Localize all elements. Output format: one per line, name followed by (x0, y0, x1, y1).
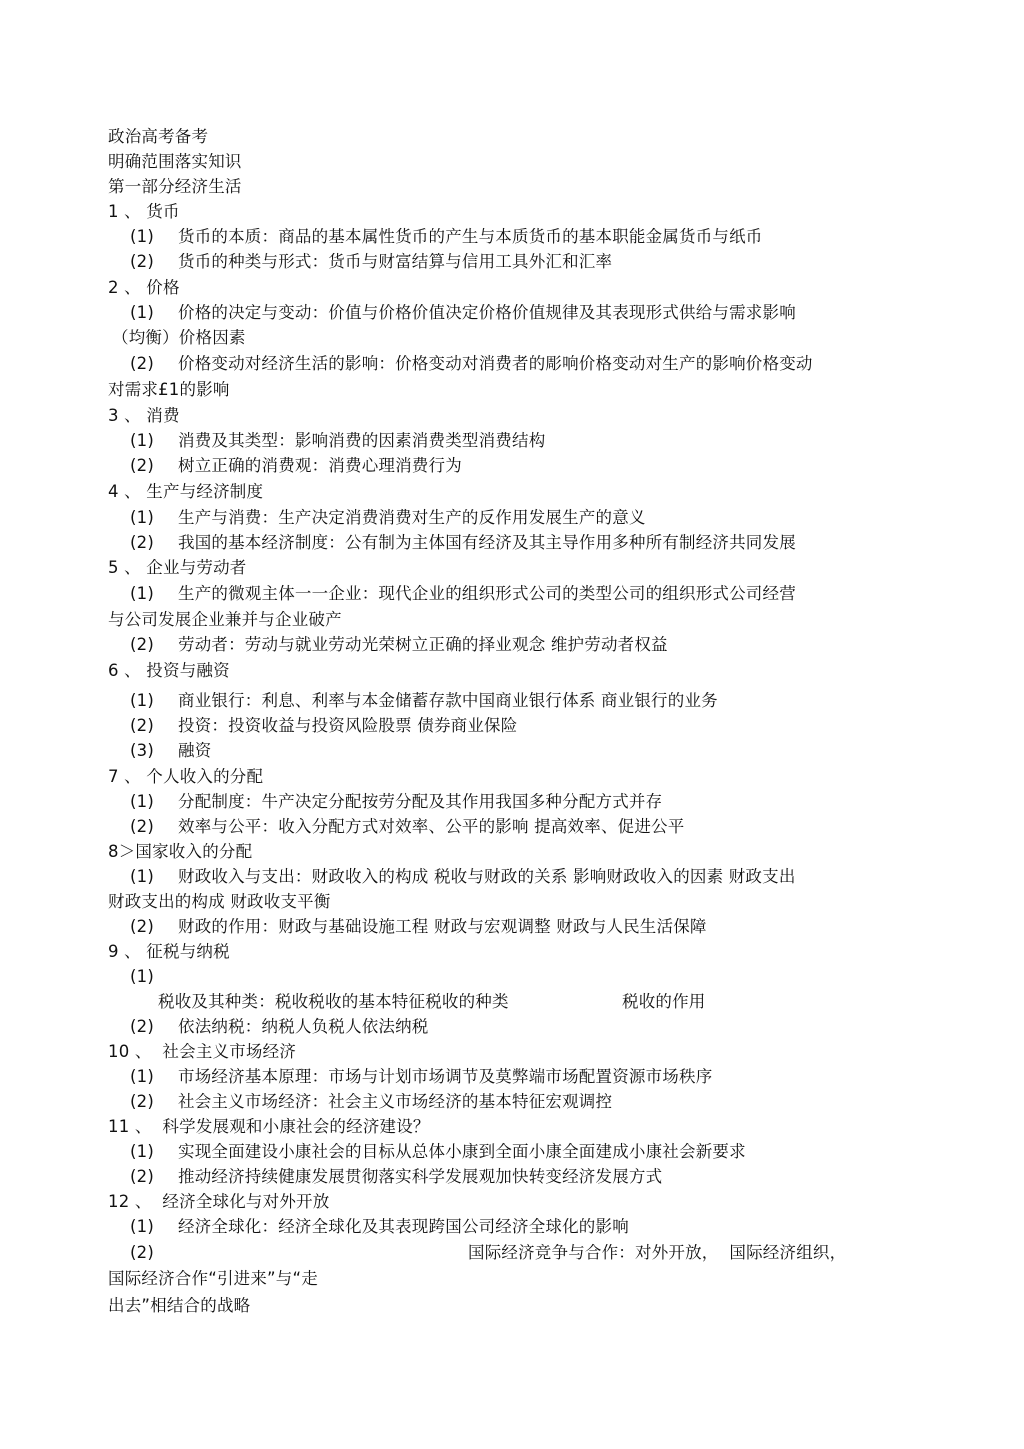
list-item: 国际经济竞争与合作：对外开放， 国际经济组织， (468, 1243, 847, 1262)
section-heading-11: 11 、 科学发展观和小康社会的经济建设？ (108, 1117, 430, 1136)
section-heading-3: 3 、 消费 (108, 406, 180, 425)
section-heading-1: 1 、 货币 (108, 202, 180, 221)
list-item-number: (1) (130, 967, 154, 986)
list-item: (1) 生产的微观主体一一企业：现代企业的组织形式公司的类型公司的组织形式公司经营 (130, 584, 796, 603)
list-item: 税收及其种类：税收税收的基本特征税收的种类 (158, 992, 509, 1011)
list-item: (1) 市场经济基本原理：市场与计划市场调节及莫弊端市场配置资源市场秩序 (130, 1067, 713, 1086)
list-item-tail: 税收的作用 (622, 992, 706, 1011)
section-heading-9: 9 、 征税与纳税 (108, 942, 230, 961)
list-item: (1) 分配制度：牛产决定分配按劳分配及其作用我国多种分配方式并存 (130, 792, 663, 811)
list-item-continued: 与公司发展企业兼并与企业破产 (108, 610, 342, 629)
list-item: (1) 消费及其类型：影响消费的因素消费类型消费结构 (130, 431, 546, 450)
section-heading-10: 10 、 社会主义市场经济 (108, 1042, 297, 1061)
list-item: (1) 价格的决定与变动：价值与价格价值决定价格价值规律及其表现形式供给与需求影响 (130, 303, 796, 322)
list-item: (1) 货币的本质：商品的基本属性货币的产生与本质货币的基本职能金属货币与纸币 (130, 227, 763, 246)
section-heading-6: 6 、 投资与融资 (108, 661, 230, 680)
list-item-continued: 财政支出的构成 财政收支平衡 (108, 892, 331, 911)
list-item: (1) 生产与消费：生产决定消费消费对生产的反作用发展生产的意义 (130, 508, 646, 527)
list-item: (3) 融资 (130, 741, 212, 760)
list-item: (1) 财政收入与支出：财政收入的构成 税收与财政的关系 影响财政收入的因素 财政支出 (130, 867, 796, 886)
part-heading: 第一部分经济生活 (108, 177, 242, 196)
list-item: (1) 实现全面建设小康社会的目标从总体小康到全面小康全面建成小康社会新要求 (130, 1142, 746, 1161)
list-item: (2) 劳动者：劳动与就业劳动光荣树立正确的择业观念 维护劳动者权益 (130, 635, 668, 654)
list-item-continued: 国际经济合作“引进来”与“走 (108, 1269, 318, 1288)
doc-subtitle: 明确范围落实知识 (108, 152, 242, 171)
section-heading-8: 8＞国家收入的分配 (108, 842, 253, 861)
section-heading-12: 12 、 经济全球化与对外开放 (108, 1192, 330, 1211)
list-item-continued: （均衡）价格因素 (112, 328, 246, 347)
list-item: (1) 商业银行：利息、利率与本金储蓄存款中国商业银行体系 商业银行的业务 (130, 691, 718, 710)
list-item-number: (2) (130, 1243, 154, 1262)
list-item-continued: 出去”相结合的战略 (108, 1296, 251, 1315)
list-item: (2) 投资：投资收益与投资风险股票 债券商业保险 (130, 716, 518, 735)
list-item: (2) 价格变动对经济生活的影响：价格变动对消费者的彫响价格变动对生产的影响价格变动 (130, 354, 813, 373)
list-item: (2) 我国的基本经济制度：公有制为主体国有经济及其主导作用多种所有制经济共同发展 (130, 533, 796, 552)
section-heading-4: 4 、 生产与经济制度 (108, 482, 264, 501)
list-item: (2) 推动经济持续健康发展贯彻落实科学发展观加快转变经济发展方式 (130, 1167, 663, 1186)
list-item: (2) 效率与公平：收入分配方式对效率、公平的影响 提高效率、促进公平 (130, 817, 685, 836)
list-item: (2) 树立正确的消费观：消费心理消费行为 (130, 456, 462, 475)
section-heading-5: 5 、 企业与劳动者 (108, 558, 247, 577)
list-item: (2) 社会主义市场经济：社会主义市场经济的基本特征宏观调控 (130, 1092, 613, 1111)
section-heading-7: 7 、 个人收入的分配 (108, 767, 264, 786)
doc-title: 政治高考备考 (108, 127, 209, 146)
list-item: (2) 依法纳税：纳税人负税人依法纳税 (130, 1017, 429, 1036)
list-item-continued: 对需求£1的影响 (108, 380, 230, 399)
list-item: (2) 财政的作用：财政与基础设施工程 财政与宏观调整 财政与人民生活保障 (130, 917, 707, 936)
section-heading-2: 2 、 价格 (108, 278, 180, 297)
list-item: (2) 货币的种类与形式：货币与财富结算与信用工具外汇和汇率 (130, 252, 613, 271)
list-item: (1) 经济全球化：经济全球化及其表现跨国公司经济全球化的影响 (130, 1217, 629, 1236)
